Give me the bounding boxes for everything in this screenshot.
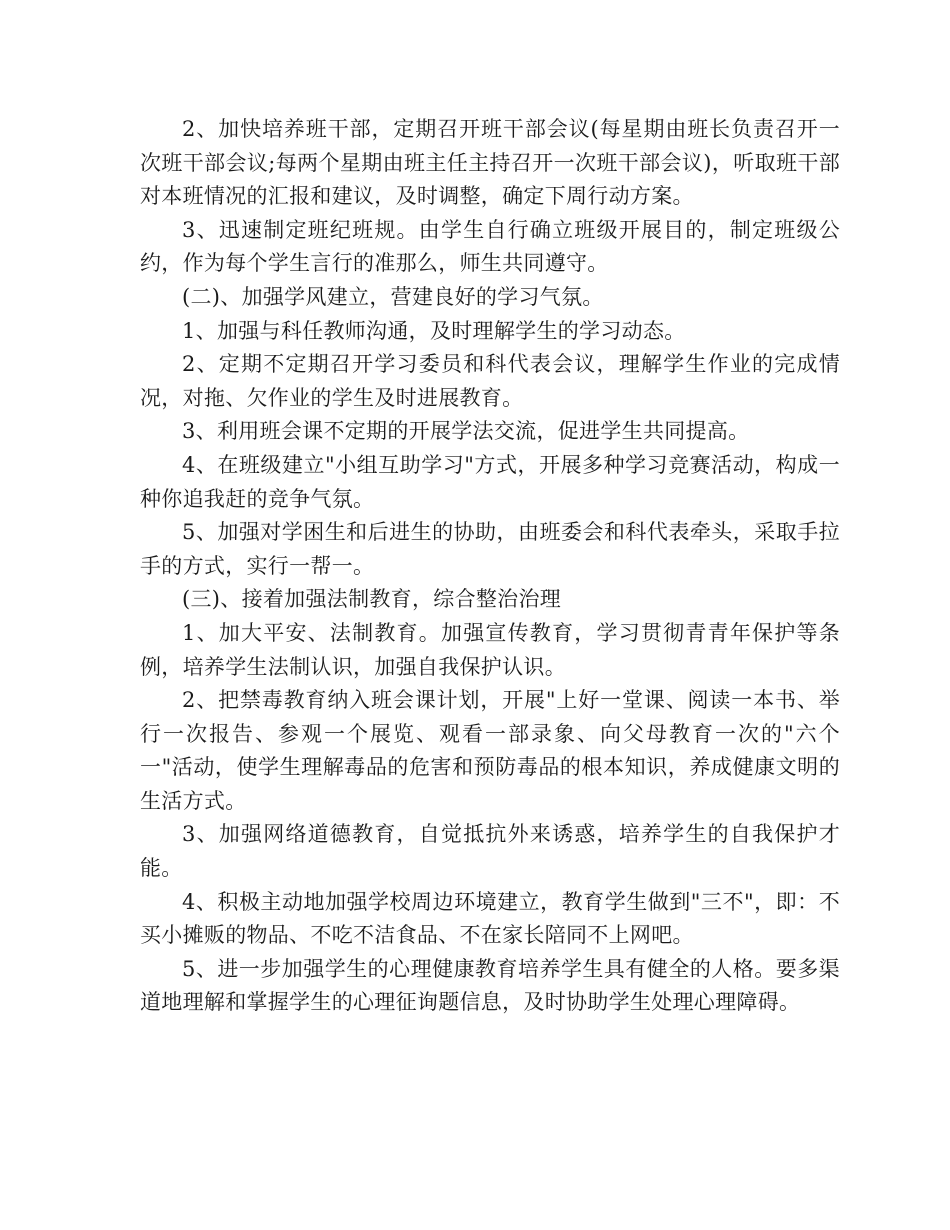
paragraph-group-study: 4、在班级建立"小组互助学习"方式，开展多种学习竞赛活动，构成一种你追我赶的竞争气氛。: [140, 452, 840, 511]
paragraph-class-rules: 3、迅速制定班纪班规。由学生自行确立班级开展目的，制定班级公约，作为每个学生言行的准那么，师生共同遵守。: [140, 217, 840, 276]
paragraph-study-meetings: 2、定期不定期召开学习委员和科代表会议，理解学生作业的完成情况，对拖、欠作业的学生及时进展教育。: [140, 352, 840, 410]
document-body: [140, 113, 840, 1020]
paragraph-school-environment: 4、积极主动地加强学校周边环境建立，教育学生做到"三不"，即：不买小摊贩的物品、不吃不洁食品、不在家长陪同不上网吧。: [140, 889, 840, 948]
paragraph-safety-education: 1、加大平安、法制教育。加强宣传教育，学习贯彻青青年保护等条例，培养学生法制认识，加强自我保护认识。: [140, 620, 840, 679]
paragraph-class-cadre: 2、加快培养班干部，定期召开班干部会议(每星期由班长负责召开一次班干部会议;每两个星期由班主任主持召开一次班干部会议)，听取班干部对本班情况的汇报和建议，及时调整，确定下周行动方案。: [140, 117, 840, 209]
paragraph-mental-health: 5、进一步加强学生的心理健康教育培养学生具有健全的人格。要多渠道地理解和掌握学生的心理征询题信息，及时协助学生处理心理障碍。: [140, 956, 840, 1015]
section-heading-legal-education: (三)、接着加强法制教育，综合整治治理: [182, 587, 562, 612]
paragraph-anti-drug: 2、把禁毒教育纳入班会课计划，开展"上好一堂课、阅读一本书、举行一次报告、参观一个展览、观看一部录象、向父母教育一次的"六个一"活动，使学生理解毒品的危害和预防毒品的根本知识，养成健康文明的生活方式。: [140, 688, 840, 813]
paragraph-study-exchange: 3、利用班会课不定期的开展学法交流，促进学生共同提高。: [182, 419, 750, 444]
paragraph-teacher-communication: 1、加强与科任教师沟通，及时理解学生的学习动态。: [182, 318, 686, 343]
paragraph-internet-ethics: 3、加强网络道德教育，自觉抵抗外来诱惑，培养学生的自我保护才能。: [140, 822, 840, 881]
paragraph-peer-help: 5、加强对学困生和后进生的协助，由班委会和科代表牵头，采取手拉手的方式，实行一帮一。: [140, 520, 840, 578]
section-heading-study-style: (二)、加强学风建立，营建良好的学习气氛。: [182, 284, 604, 309]
